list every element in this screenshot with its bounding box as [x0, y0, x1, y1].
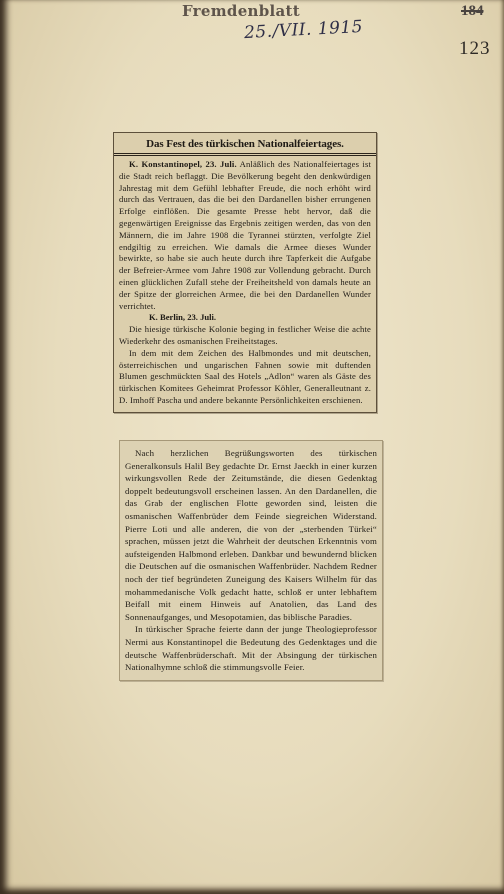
article-paragraph — [119, 159, 371, 312]
paragraph-text: Anläßlich des Nationalfeiertages ist die Stadt reich beflaggt. Die Bevölkerung begeht den denkwürdigen Jahrestag mit dem Gefühl lebhafter Freude, die noch erhöht wird durch das Vertrauen, das die bei den Dardanellen bisher errungenen Erfolge einflößen. Die gesamte Presse hebt hervor, daß die gegenwärtigen Ereignisse das Ergebnis zeitigen werden, das von den Männern, die im Jahre 1908 die Tyrannei stürzten, verfolgte Ziel endgiltig zu erreichen. Wie damals die Armee dieses Wunder bewirkte, so habe sie auch heute durch ihre Tapferkeit die Aufgabe der Befreier-Armee vom Jahre 1908 zur Vollendung gebracht. Durch einen glücklichen Zufall stehe der Freiheitsheld von damals heute an der Spitze der glorreichen Armee, die bei den Dardanellen Wunder verrichtet. — [119, 159, 371, 311]
article-paragraph: In dem mit dem Zeichen des Halbmondes und mit deutschen, österreichischen und ungarischen Fahnen sowie mit duftenden Blumen geschmückten Saal des Hotels „Adlon“ waren als Gäste des türkischen Komitees Geheimrat Professor Köhler, Generalleutnant z. D. Imhoff Pascha und andere bekannte Persönlichkeiten erschienen. — [119, 347, 371, 405]
article-headline: Das Fest des türkischen Nationalfeiertages. — [114, 133, 376, 156]
article-paragraph: Nach herzlichen Begrüßungsworten des türkischen Generalkonsuls Halil Bey gedachte Dr. Ernst Jaeckh in einer kurzen wirkungsvollen Rede der Zeitumstände, die diesen Gedenktag doppelt bedeutungsvoll erscheinen lassen. An den Dardanellen, die das Grab der englischen Flotte geworden sind, leisten die osmanischen Waffenbrüder dem Feinde siegreichen Widerstand. Pierre Loti und alle anderen, die von der „sterbenden Türkei“ sprachen, müssen jetzt die Wahrheit der deutschen Erkenntnis vom aufsteigenden Halbmond erleben. Dankbar und bewundernd blicken die Deutschen auf die osmanischen Waffenbrüder. Nachdem Redner noch der tief begründeten Zuneigung des Kaisers Wilhelm für das mohammedanische Volk gedacht hatte, schloß er unter lebhaftem Beifall mit einem Hinweis auf Anatolien, das Land des Sonnenaufganges, und Mesopotamien, das biblische Paradies. — [125, 448, 377, 622]
old-folio-number: 184 — [461, 3, 484, 19]
handwritten-date: 25./VII. 1915 — [243, 16, 364, 44]
folio-number: 123 — [459, 38, 491, 59]
article-paragraph: Die hiesige türkische Kolonie beging in festlicher Weise die achte Wiederkehr des osmanischen Freiheitstages. — [119, 324, 371, 346]
newspaper-clipping-1 — [113, 132, 377, 413]
newspaper-clipping-2 — [119, 440, 383, 681]
newspaper-stamp: Fremdenblatt — [182, 2, 301, 20]
dateline-konstantinopel: K. Konstantinopel, 23. Juli. — [129, 159, 237, 169]
dateline-berlin: K. Berlin, 23. Juli. — [149, 312, 217, 323]
article-paragraph: In türkischer Sprache feierte dann der junge Theologieprofessor Nermi aus Konstantinopel die Bedeutung des Gedenktages und die deutsche Waffenbrüderschaft. Mit der Absingung der türkischen Nationalhymne schloß die stimmungsvolle Feier. — [125, 624, 377, 673]
